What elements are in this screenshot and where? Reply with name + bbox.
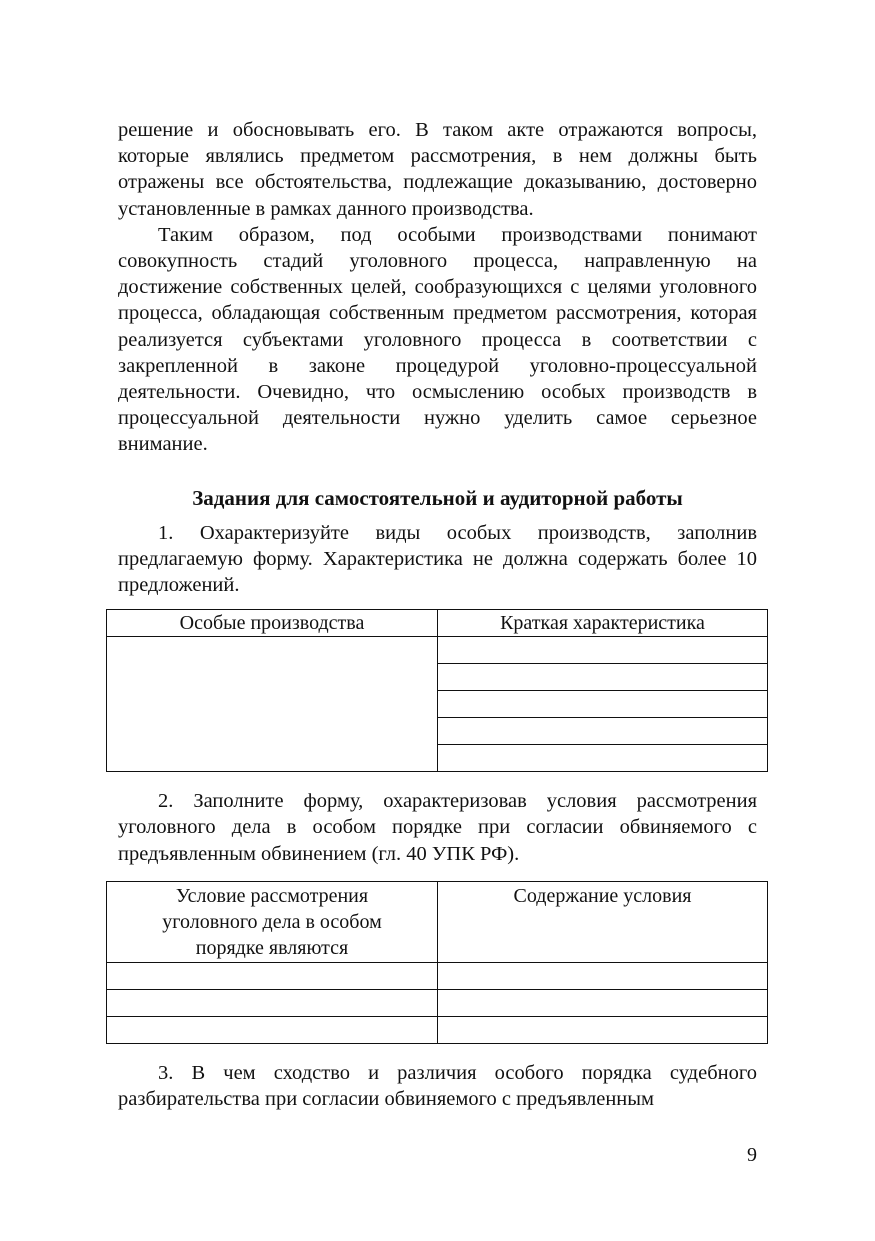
empty-table-cell[interactable] bbox=[438, 1016, 768, 1043]
page-content bbox=[118, 117, 757, 1112]
table-row bbox=[107, 989, 768, 1016]
empty-table-cell[interactable] bbox=[438, 664, 768, 691]
empty-table-cell[interactable] bbox=[107, 962, 438, 989]
table-header-row bbox=[107, 881, 768, 962]
table-row bbox=[107, 637, 768, 664]
section-heading: Задания для самостоятельной и аудиторной работы bbox=[192, 485, 683, 510]
page-number: 9 bbox=[747, 1144, 757, 1166]
empty-table-cell[interactable] bbox=[438, 962, 768, 989]
table-header-row bbox=[107, 610, 768, 637]
empty-table-cell[interactable] bbox=[107, 637, 438, 772]
table-header-cell: Особые производства bbox=[107, 610, 438, 637]
table-row bbox=[107, 1016, 768, 1043]
task-2-form-table bbox=[106, 881, 768, 1044]
task-3-text: 3. В чем сходство и различия особого порядка судебного разбирательства при согласии обвиняемого с предъявленным bbox=[118, 1061, 757, 1111]
table-header-cell: Содержание условия bbox=[438, 881, 768, 962]
intro-paragraph-2: Таким образом, под особыми производствами понимают совокупность стадий уголовного процесса, направленную на достижение собственных целей, сообразующихся с целями уголовного процесса, обладающая собственным предметом рассмотрения, которая реализуется субъектами уголовного процесса в соответствии с закрепленной в законе процедурой уголовно-процессуальной деятельности. Очевидно, что осмыслению особых производств в процессуальной деятельности нужно уделить самое серьезное внимание. bbox=[118, 223, 757, 456]
empty-table-cell[interactable] bbox=[438, 691, 768, 718]
intro-paragraph-1: решение и обосновывать его. В таком акте отражаются вопросы, которые являлись предметом рассмотрения, в нем должны быть отражены все обстоятельства, подлежащие доказыванию, достоверно установленные в рамках данного производства. bbox=[118, 119, 757, 220]
empty-table-cell[interactable] bbox=[438, 637, 768, 664]
empty-table-cell[interactable] bbox=[438, 989, 768, 1016]
table-row bbox=[107, 962, 768, 989]
task-1-text: 1. Охарактеризуйте виды особых производств, заполнив предлагаемую форму. Характеристика не должна содержать более 10 предложений. bbox=[118, 521, 757, 597]
task-2-text: 2. Заполните форму, охарактеризовав условия рассмотрения уголовного дела в особом порядке при согласии обвиняемого с предъявленным обвинением (гл. 40 УПК РФ). bbox=[118, 790, 757, 865]
empty-table-cell[interactable] bbox=[107, 1016, 438, 1043]
empty-table-cell[interactable] bbox=[107, 989, 438, 1016]
table-header-cell bbox=[107, 881, 438, 962]
task-1-form-table bbox=[106, 609, 768, 772]
empty-table-cell[interactable] bbox=[438, 718, 768, 745]
table-header-cell: Краткая характеристика bbox=[438, 610, 768, 637]
table-header-text: Условие рассмотрения уголовного дела в особом порядке являются bbox=[162, 884, 382, 959]
empty-table-cell[interactable] bbox=[438, 745, 768, 772]
